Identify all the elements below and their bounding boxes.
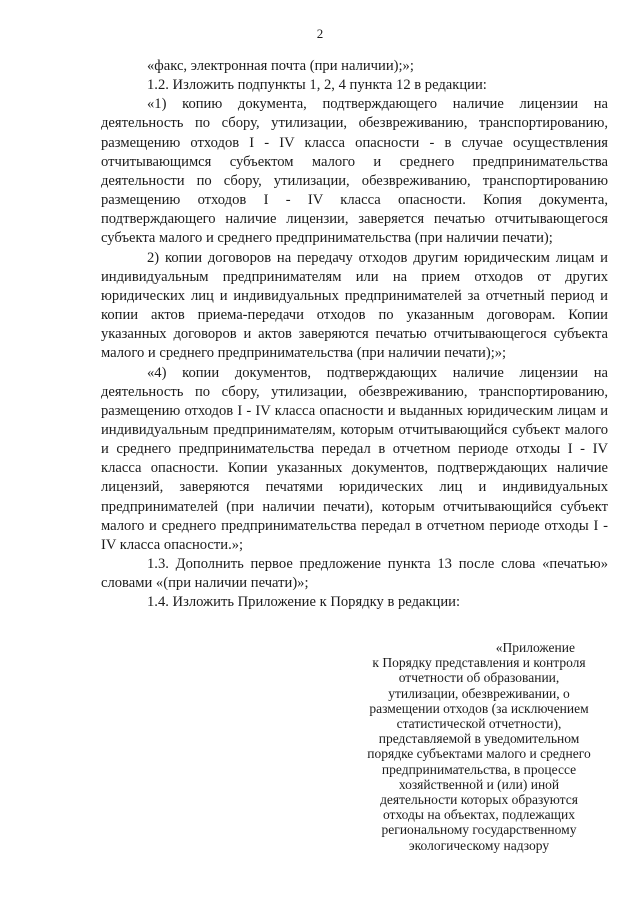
appendix-heading-block [348, 640, 610, 853]
appendix-line: предпринимательства, в процессе [381, 761, 577, 777]
appendix-line: отчетности об образовании, [398, 670, 560, 686]
appendix-line: утилизации, обезвреживании, о [388, 685, 570, 701]
appendix-line: к Порядку представления и контроля [372, 655, 586, 671]
appendix-line: региональному государственному [381, 822, 577, 838]
appendix-line: отходы на объектах, подлежащих [382, 807, 576, 823]
appendix-line: размещении отходов (за исключением [369, 700, 589, 716]
appendix-title: «Приложение [495, 640, 575, 655]
paragraph-subitem-4: «4) копии документов, подтверждающих наличие лицензии на деятельность по сбору, утилизации, обезвреживанию, транспортированию, размещению отходов I - IV класса опасности и выданных юридическим лицам и индивидуальным предпринимателям, которым отчитывающийся субъект малого и среднего предпринимательства передал в отчетном периоде отходы I - IV класса опасности. Копии указанных документов, подтверждающих наличие лицензий, заверяются печатями юридических лиц и индивидуальных предпринимателей (при наличии печати), которым отчитывающийся субъект малого и среднего предпринимательства передал в отчетном периоде отходы I - IV класса опасности.»; [101, 364, 608, 553]
appendix-line: порядке субъектами малого и среднего [367, 746, 591, 762]
document-body [101, 57, 608, 613]
appendix-line: хозяйственной и (или) иной [398, 776, 560, 792]
page-number: 2 [316, 26, 324, 41]
paragraph-1-3: 1.3. Дополнить первое предложение пункта 13 после слова «печатью» словами «(при наличии печати)»; [101, 556, 608, 592]
paragraph-1-4: 1.4. Изложить Приложение к Порядку в редакции: [147, 594, 461, 611]
appendix-line: статистической отчетности), [396, 716, 562, 732]
paragraph-subitem-1: «1) копию документа, подтверждающего наличие лицензии на деятельность по сбору, утилизации, обезвреживанию, транспортированию, размещению отходов I - IV класса опасности - в случае осуществления отчитывающимся субъектом малого и среднего предпринимательства деятельности по сбору, утилизации, обезвреживанию, транспортированию размещению отходов I - IV класса опасности. Копия документа, подтверждающего наличие лицензии, заверяется печатью отчитывающегося субъекта малого и среднего предпринимательства (при наличии печати); [101, 96, 608, 247]
appendix-line: деятельности которых образуются [380, 792, 578, 808]
appendix-line: представляемой в уведомительном [378, 731, 580, 747]
paragraph-subitem-2: 2) копии договоров на передачу отходов другим юридическим лицам и индивидуальным предпринимателям или на прием отходов от других юридических лиц и индивидуальных предпринимателей за отчетный период и копии актов приема-передачи отходов по указанным договорам. Копии указанных договоров и актов заверяются печатью отчитывающегося субъекта малого и среднего предпринимательства (при наличии печати);»; [101, 249, 608, 362]
paragraph-fax-email: «факс, электронная почта (при наличии);»; [147, 58, 414, 74]
paragraph-1-2: 1.2. Изложить подпункты 1, 2, 4 пункта 12 в редакции: [147, 77, 487, 94]
appendix-line: экологическому надзору [408, 837, 550, 853]
